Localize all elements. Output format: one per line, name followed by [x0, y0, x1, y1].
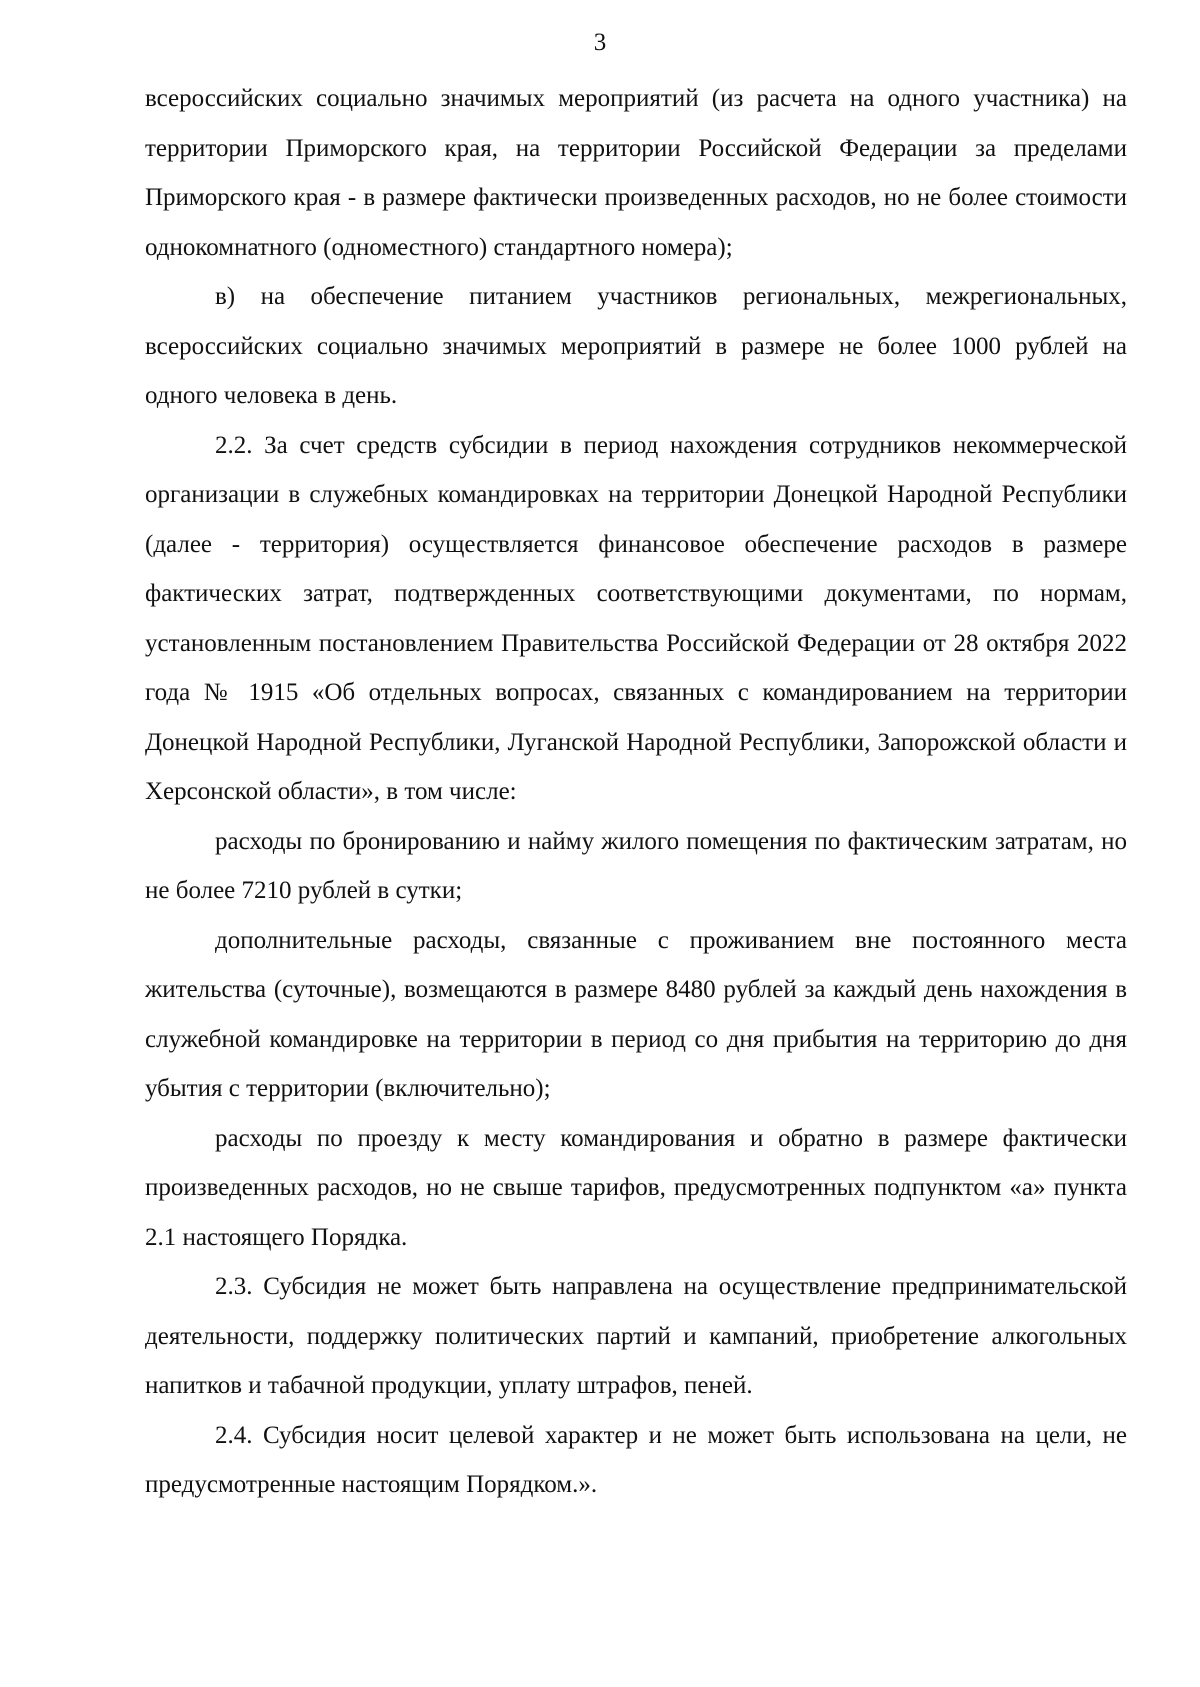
paragraph-travel-expenses: расходы по проезду к месту командирования и обратно в размере фактически произведенных расходов, но не свыше тарифов, предусмотренных подпунктом «а» пункта 2.1 настоящего Порядка. [145, 1124, 1127, 1251]
document-body [145, 74, 1127, 1510]
paragraph-2-3: 2.3. Субсидия не может быть направлена на осуществление предпринимательской деятельности, поддержку политических партий и кампаний, приобретение алкогольных напитков и табачной продукции, уплату штрафов, пеней. [145, 1273, 1127, 1399]
paragraph-2-2: 2.2. За счет средств субсидии в период нахождения сотрудников некоммерческой организации в служебных командировках на территории Донецкой Народной Республики (далее - территория) осуществляется финансовое обеспечение расходов в размере фактических затрат, подтвержденных соответствующими документами, по нормам, установленным постановлением Правительства Российской Федерации от 28 октября 2022 года № 1915 «Об отдельных вопросах, связанных с командированием на территории Донецкой Народной Республики, Луганской Народной Республики, Запорожской области и Херсонской области», в том числе: [145, 431, 1127, 805]
paragraph-daily-allowance: дополнительные расходы, связанные с проживанием вне постоянного места жительства (суточные), возмещаются в размере 8480 рублей за каждый день нахождения в служебной командировке на территории в период со дня прибытия на территорию до дня убытия с территории (включительно); [145, 926, 1127, 1102]
paragraph-housing-expenses: расходы по бронированию и найму жилого помещения по фактическим затратам, но не более 7210 рублей в сутки; [145, 827, 1127, 904]
paragraph-item-v: в) на обеспечение питанием участников региональных, межрегиональных, всероссийских социально значимых мероприятий в размере не более 1000 рублей на одного человека в день. [145, 283, 1127, 409]
paragraph-2-4: 2.4. Субсидия носит целевой характер и не может быть использована на цели, не предусмотренные настоящим Порядком.». [145, 1421, 1127, 1498]
paragraph-continuation: всероссийских социально значимых мероприятий (из расчета на одного участника) на территории Приморского края, на территории Российской Федерации за пределами Приморского края - в размере фактически произведенных расходов, но не более стоимости однокомнатного (одноместного) стандартного номера); [145, 85, 1127, 261]
page-number: 3 [593, 29, 607, 56]
